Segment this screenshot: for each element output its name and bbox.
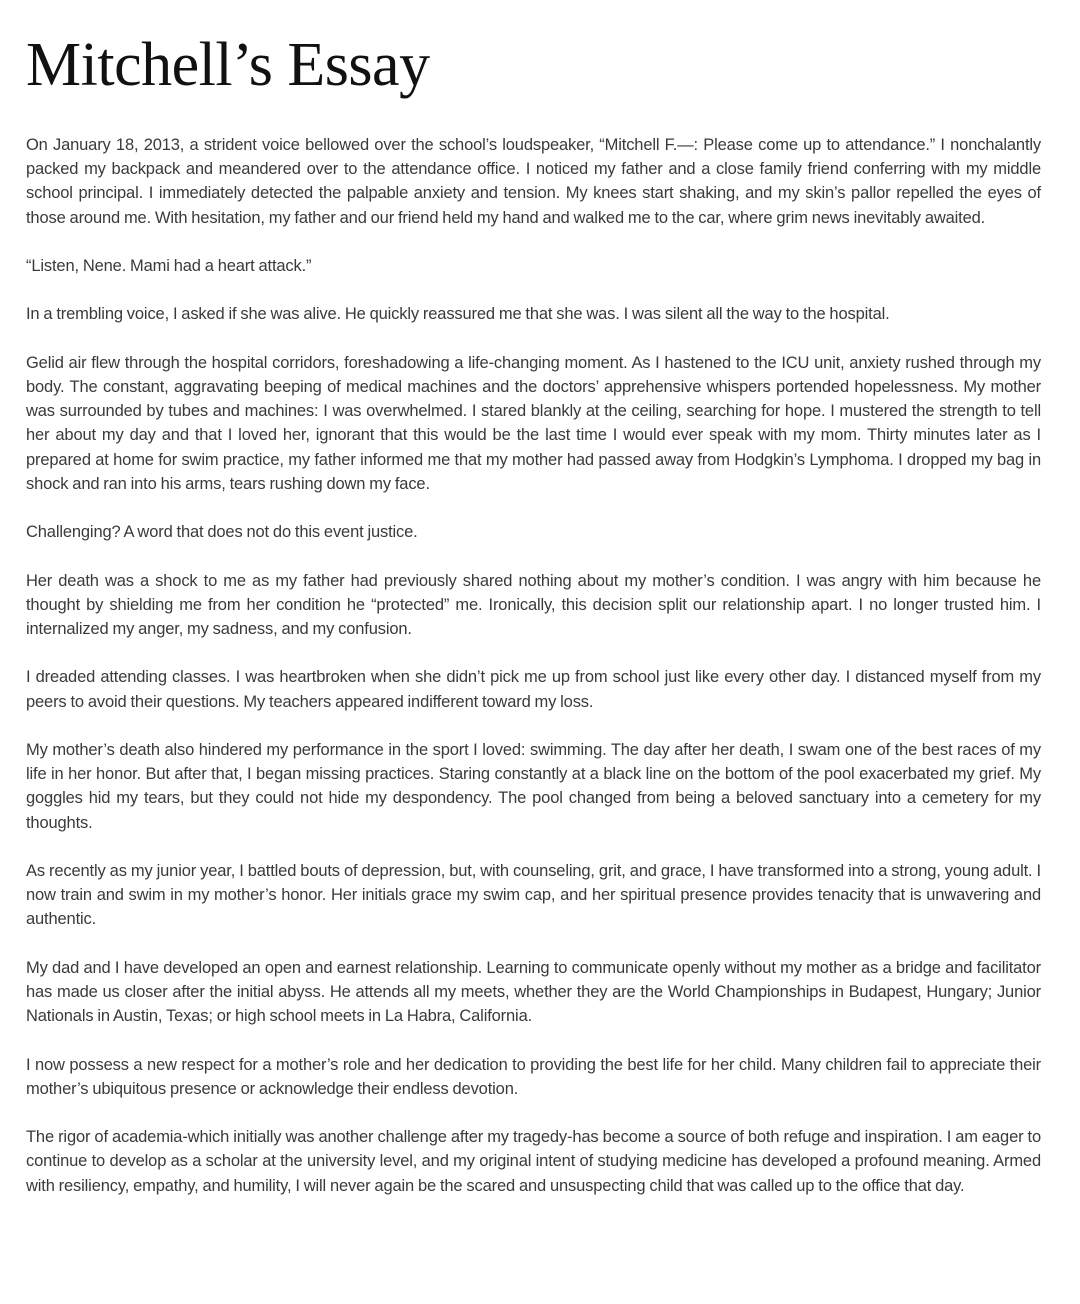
essay-paragraph: The rigor of academia-which initially was another challenge after my tragedy-has become a source of both refuge and inspiration. I am eager to continue to develop as a scholar at the university level, and my original intent of studying medicine has developed a profound meaning. Armed with resiliency, empathy, and humility, I will never again be the scared and unsuspecting child that was called up to the office that day. [26,1128,1041,1195]
essay-paragraph: In a trembling voice, I asked if she was alive. He quickly reassured me that she was. I was silent all the way to the hospital. [26,305,890,324]
essay-paragraph: Gelid air flew through the hospital corridors, foreshadowing a life-changing moment. As I hastened to the ICU unit, anxiety rushed through my body. The constant, aggravating beeping of medical machines and the doctors’ apprehensive whispers portended hopelessness. My mother was surrounded by tubes and machines: I was overwhelmed. I stared blankly at the ceiling, searching for hope. I mustered the strength to tell her about my day and that I loved her, ignorant that this would be the last time I would ever speak with my mom. Thirty minutes later as I prepared at home for swim practice, my father informed me that my mother had passed away from Hodgkin’s Lymphoma. I dropped my bag in shock and ran into his arms, tears rushing down my face. [26,353,1041,493]
essay-paragraph: I now possess a new respect for a mother’s role and her dedication to providing the best life for her child. Many children fail to appreciate their mother’s ubiquitous presence or acknowledge their endless devotion. [26,1055,1041,1098]
essay-paragraph: Her death was a shock to me as my father had previously shared nothing about my mother’s condition. I was angry with him because he thought by shielding me from her condition he “protected” me. Ironically, this decision split our relationship apart. I no longer trusted him. I internalized my anger, my sadness, and my confusion. [26,571,1041,638]
essay-page [26,0,1041,1222]
essay-paragraph: Challenging? A word that does not do this event justice. [26,523,418,542]
essay-paragraph: “Listen, Nene. Mami had a heart attack.” [26,257,312,275]
page-title: Mitchell’s Essay [26,31,430,99]
essay-paragraph: I dreaded attending classes. I was heartbroken when she didn’t pick me up from school just like every other day. I distanced myself from my peers to avoid their questions. My teachers appeared indifferent toward my loss. [26,668,1041,711]
essay-paragraph: As recently as my junior year, I battled bouts of depression, but, with counseling, grit, and grace, I have transformed into a strong, young adult. I now train and swim in my mother’s honor. Her initials grace my swim cap, and her spiritual presence provides tenacity that is unwavering and authentic. [26,861,1041,929]
essay-paragraph: My dad and I have developed an open and earnest relationship. Learning to communicate openly without my mother as a bridge and facilitator has made us closer after the initial abyss. He attends all my meets, whether they are the World Championships in Budapest, Hungary; Junior Nationals in Austin, Texas; or high school meets in La Habra, California. [26,958,1041,1026]
essay-paragraph: My mother’s death also hindered my performance in the sport I loved: swimming. The day after her death, I swam one of the best races of my life in her honor. But after that, I began missing practices. Staring constantly at a black line on the bottom of the pool exacerbated my grief. My goggles hid my tears, but they could not hide my despondency. The pool changed from being a beloved sanctuary into a cemetery for my thoughts. [26,740,1041,832]
essay-paragraph: On January 18, 2013, a strident voice bellowed over the school’s loudspeaker, “Mitchell F.—: Please come up to attendance.” I nonchalantly packed my backpack and meandered over to the attendance office. I noticed my father and a close family friend conferring with my middle school principal. I immediately detected the palpable anxiety and tension. My knees start shaking, and my skin’s pallor repelled the eyes of those around me. With hesitation, my father and our friend held my hand and walked me to the car, where grim news inevitably awaited. [26,136,1041,227]
essay-body [26,133,1041,1198]
